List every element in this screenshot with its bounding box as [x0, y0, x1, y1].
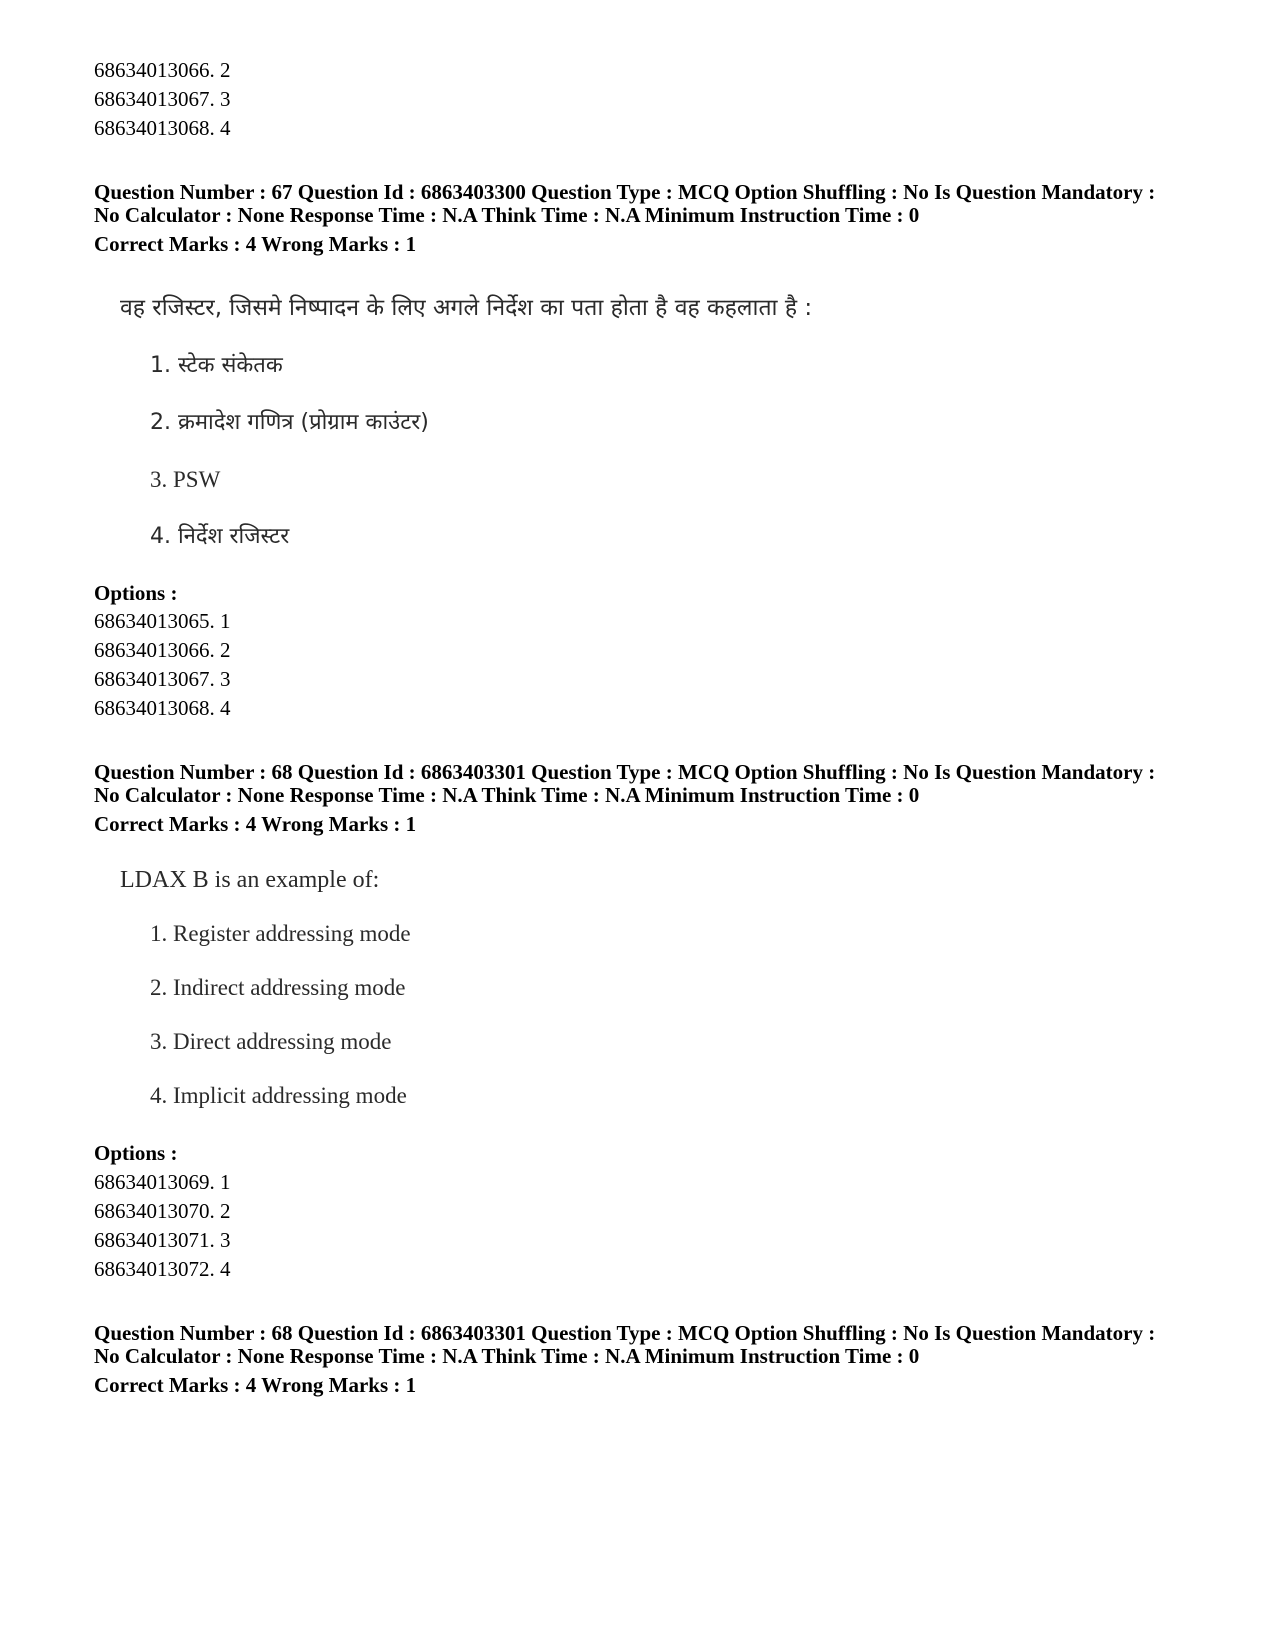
question-header-line-1: Question Number : 68 Question Id : 6863403301 Question Type : MCQ Option Shuffling : No Is Question Mandatory : — [94, 1321, 1156, 1345]
question-stem: LDAX B is an example of: — [120, 867, 380, 893]
question-choice: 3. Direct addressing mode — [150, 1029, 392, 1054]
question-choice: 4. Implicit addressing mode — [150, 1083, 407, 1108]
option-line: 68634013066. 2 — [94, 638, 231, 662]
question-header-line-2: No Calculator : None Response Time : N.A Think Time : N.A Minimum Instruction Time : 0 — [94, 783, 920, 807]
question-choice: 3. PSW — [150, 467, 221, 492]
question-header-line-1: Question Number : 68 Question Id : 6863403301 Question Type : MCQ Option Shuffling : No Is Question Mandatory : — [94, 760, 1156, 784]
question-choice: 1. Register addressing mode — [150, 921, 411, 946]
option-line: 68634013072. 4 — [94, 1257, 231, 1281]
option-line: 68634013066. 2 — [94, 58, 231, 82]
question-stem: वह रजिस्टर, जिसमे निष्पादन के लिए अगले निर्देश का पता होता है वह कहलाता है : — [120, 295, 813, 321]
option-line: 68634013067. 3 — [94, 667, 231, 691]
question-choice: 2. क्रमादेश गणित्र (प्रोग्राम काउंटर) — [150, 410, 429, 435]
option-line: 68634013068. 4 — [94, 116, 231, 140]
option-line: 68634013068. 4 — [94, 696, 231, 720]
question-header-line-1: Question Number : 67 Question Id : 6863403300 Question Type : MCQ Option Shuffling : No Is Question Mandatory : — [94, 180, 1156, 204]
option-line: 68634013070. 2 — [94, 1199, 231, 1223]
question-marks: Correct Marks : 4 Wrong Marks : 1 — [94, 1373, 417, 1397]
option-line: 68634013065. 1 — [94, 609, 231, 633]
question-marks: Correct Marks : 4 Wrong Marks : 1 — [94, 232, 417, 256]
question-header-line-2: No Calculator : None Response Time : N.A Think Time : N.A Minimum Instruction Time : 0 — [94, 203, 920, 227]
options-label: Options : — [94, 1141, 178, 1165]
options-label: Options : — [94, 581, 178, 605]
question-choice: 2. Indirect addressing mode — [150, 975, 406, 1000]
question-header-line-2: No Calculator : None Response Time : N.A Think Time : N.A Minimum Instruction Time : 0 — [94, 1344, 920, 1368]
question-choice: 4. निर्देश रजिस्टर — [150, 524, 290, 549]
option-line: 68634013067. 3 — [94, 87, 231, 111]
question-marks: Correct Marks : 4 Wrong Marks : 1 — [94, 812, 417, 836]
option-line: 68634013071. 3 — [94, 1228, 231, 1252]
option-line: 68634013069. 1 — [94, 1170, 231, 1194]
question-choice: 1. स्टेक संकेतक — [150, 353, 283, 378]
